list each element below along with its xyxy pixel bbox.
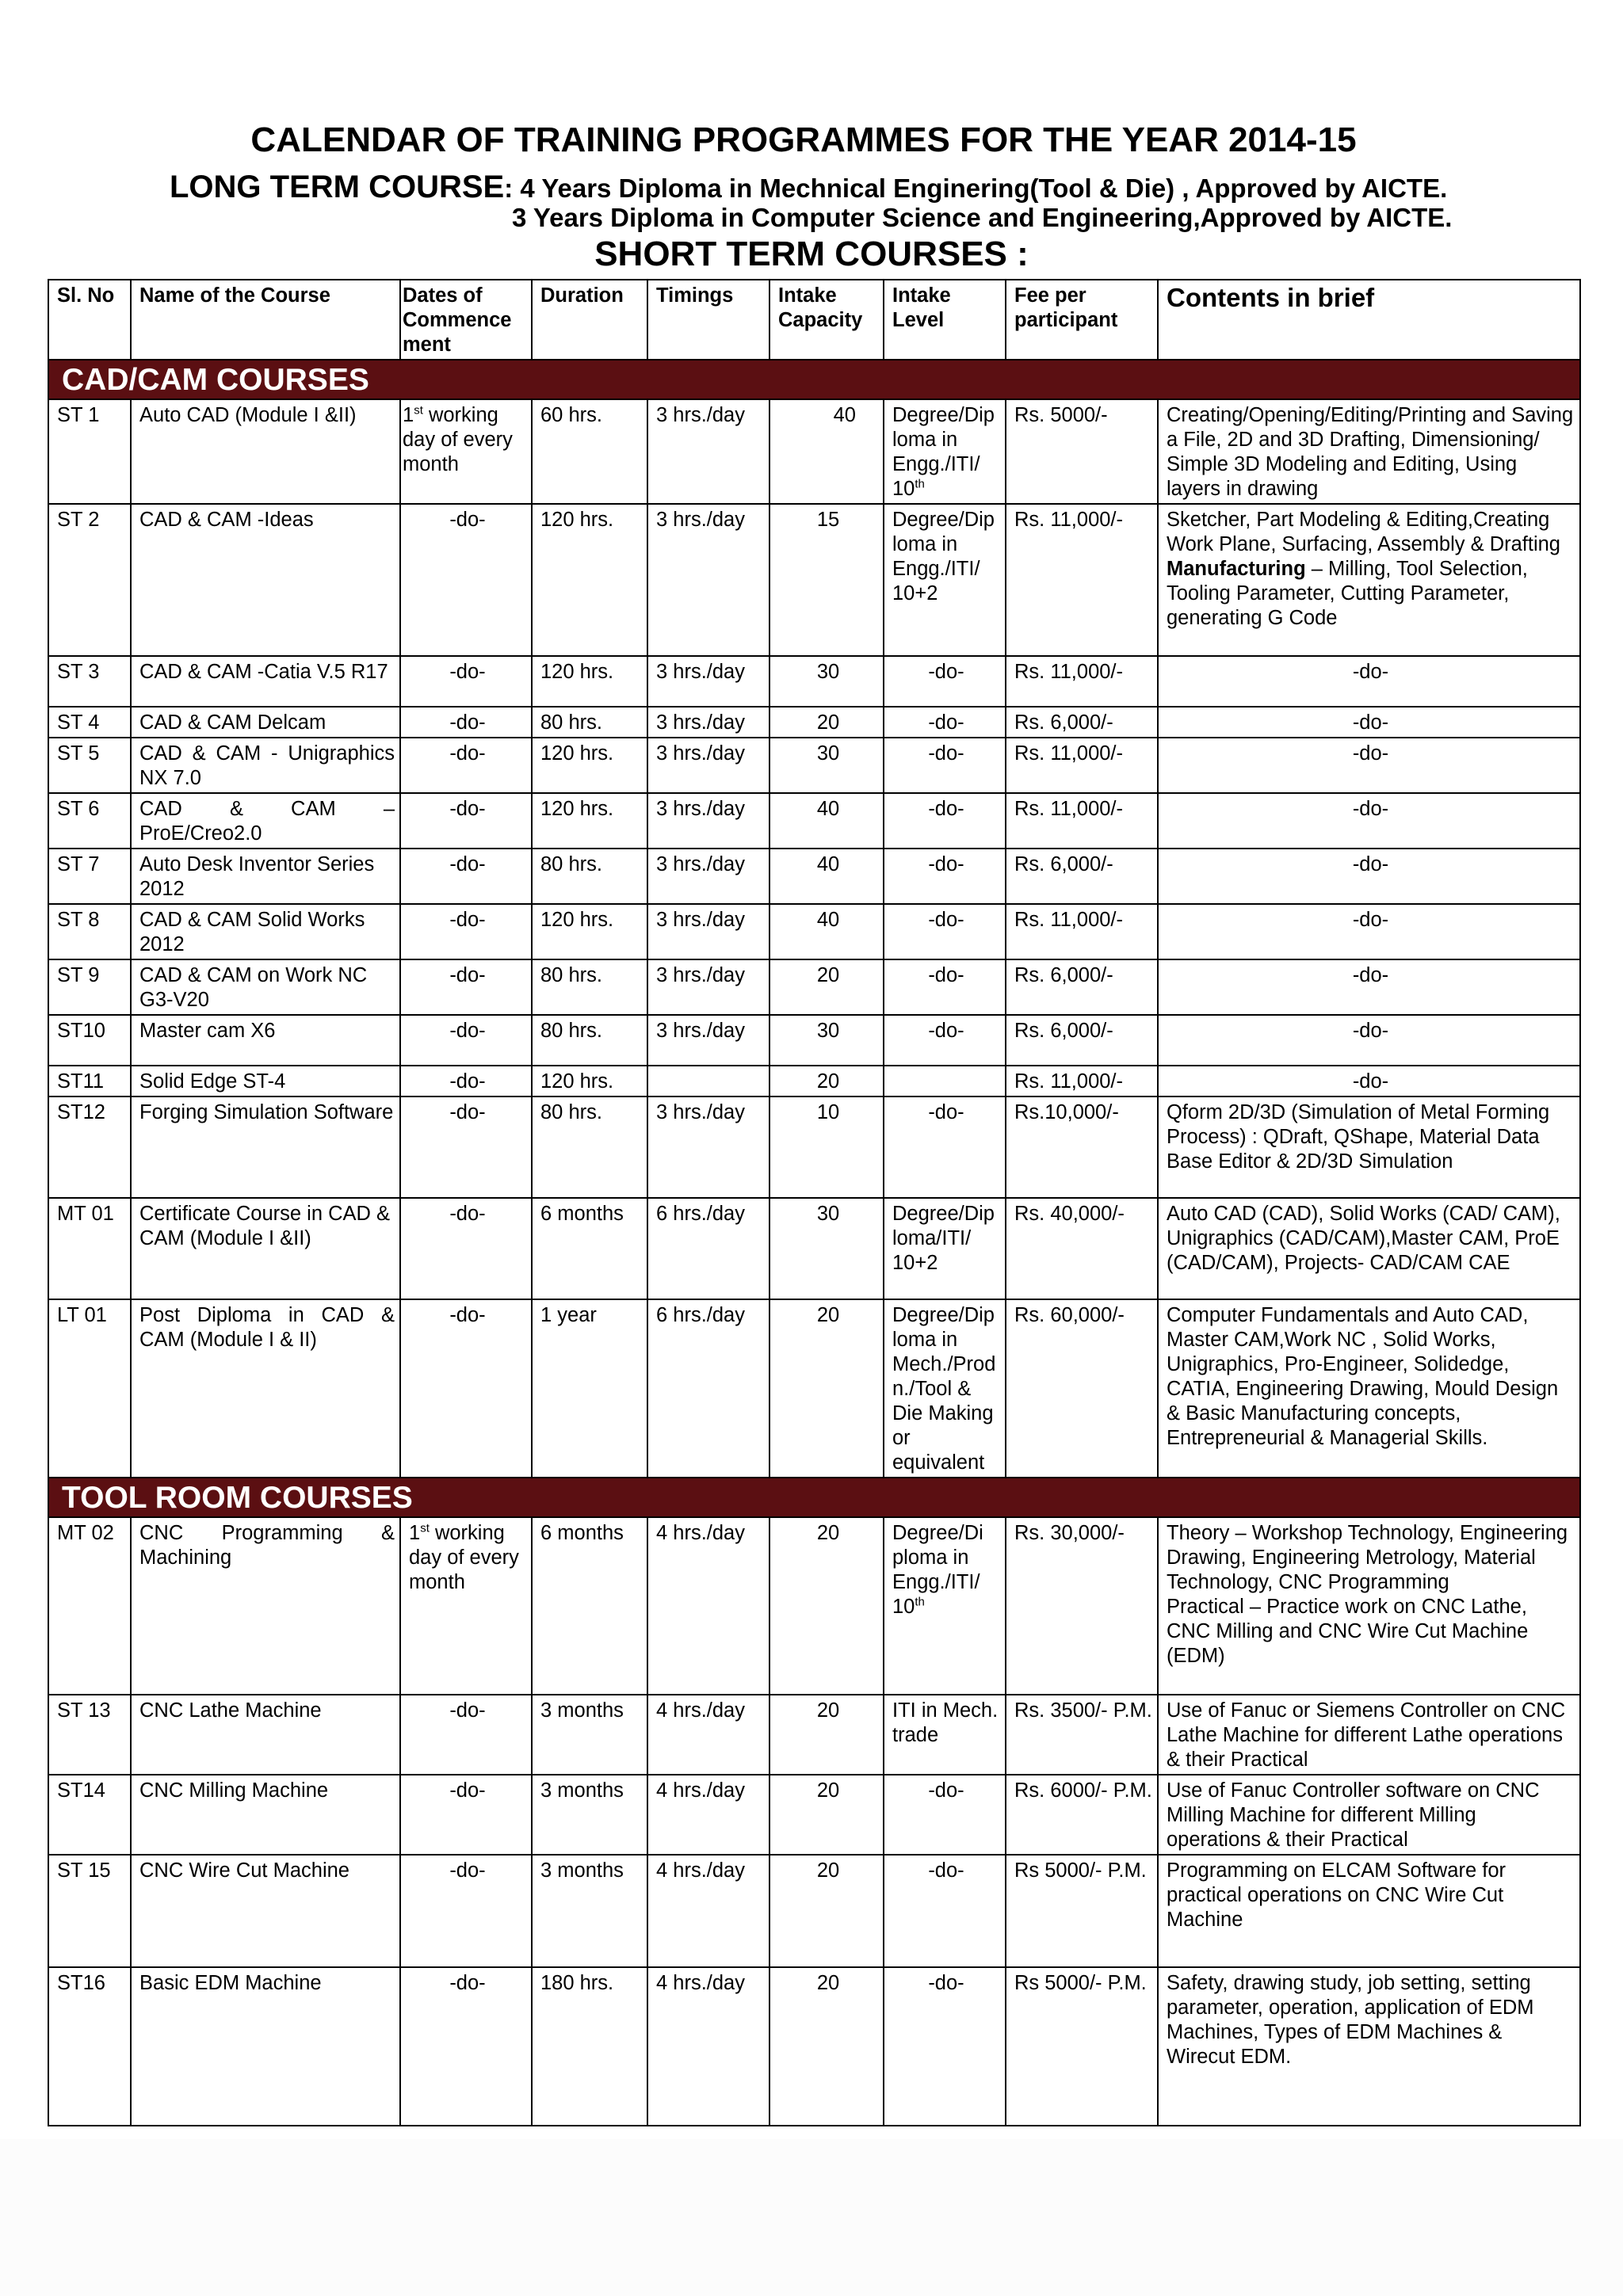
table-cell: -do- [400,1015,532,1066]
ordinal-number: 1 [409,1522,421,1544]
table-row [48,1299,1580,1478]
table-cell: Rs. 11,000/- [1006,904,1158,959]
column-header: Duration [532,280,647,360]
table-cell: ST14 [48,1775,131,1855]
table-cell: 4 hrs./day [647,1855,769,1967]
table-cell: 80 hrs. [532,959,647,1015]
table-row [48,959,1580,1015]
table-cell: -do- [1158,904,1580,959]
column-header: Name of the Course [131,280,400,360]
table-cell: -do- [1158,793,1580,849]
short-term-title: SHORT TERM COURSES : [594,235,1029,273]
table-cell: -do- [400,959,532,1015]
section-label: CAD/CAM COURSES [48,360,1580,399]
table-cell: Programming on ELCAM Software for practical operations on CNC Wire Cut Machine [1158,1855,1580,1967]
table-cell: 3 hrs./day [647,1015,769,1066]
table-cell: 20 [769,707,884,738]
table-cell: -do- [400,1775,532,1855]
table-cell: Rs. 6,000/- [1006,959,1158,1015]
table-cell: Rs. 11,000/- [1006,504,1158,656]
table-cell: -do- [400,1198,532,1299]
table-cell: ST 9 [48,959,131,1015]
intake-level-text: Degree/Di ploma in Engg./ITI/ 10 [892,1522,983,1618]
table-cell: 30 [769,1015,884,1066]
table-row [48,738,1580,793]
table-cell: -do- [884,1097,1006,1198]
table-cell: 3 hrs./day [647,904,769,959]
table-cell: Rs. 11,000/- [1006,738,1158,793]
table-cell: 80 hrs. [532,849,647,904]
table-cell: Forging Simulation Software [131,1097,400,1198]
table-cell: Solid Edge ST-4 [131,1066,400,1097]
table-cell: 60 hrs. [532,399,647,504]
table-cell: -do- [884,1015,1006,1066]
table-cell: ITI in Mech. trade [884,1695,1006,1775]
table-cell: -do- [400,504,532,656]
table-cell: 4 hrs./day [647,1517,769,1695]
table-cell: -do- [884,1967,1006,2126]
section-label: TOOL ROOM COURSES [48,1478,1580,1517]
section-header-tool-room [48,1478,1580,1517]
table-cell: -do- [884,793,1006,849]
table-cell: ST11 [48,1066,131,1097]
table-cell: -do- [1158,1015,1580,1066]
table-cell [400,399,532,504]
table-cell: -do- [400,1097,532,1198]
table-cell: 20 [769,1066,884,1097]
table-cell: Rs. 11,000/- [1006,1066,1158,1097]
table-cell: 6 months [532,1517,647,1695]
table-cell: Degree/Dip loma in Engg./ITI/ 10+2 [884,504,1006,656]
table-row [48,1015,1580,1066]
table-cell: -do- [884,1775,1006,1855]
table-cell [884,399,1006,504]
table-cell: 3 hrs./day [647,707,769,738]
table-row [48,1775,1580,1855]
table-cell: CNC Lathe Machine [131,1695,400,1775]
column-header: Timings [647,280,769,360]
table-cell: 6 months [532,1198,647,1299]
long-term-line-2: 3 Years Diploma in Computer Science and Engineering,Approved by AICTE. [512,203,1453,232]
table-cell: ST 1 [48,399,131,504]
table-cell: -do- [400,738,532,793]
contents-text: Practical – Practice work on CNC Lathe, CNC Milling and CNC Wire Cut Machine (EDM) [1167,1596,1529,1667]
long-term-label: LONG TERM COURSE [170,170,505,204]
table-row [48,1695,1580,1775]
table-cell: 20 [769,1299,884,1478]
table-cell: -do- [1158,738,1580,793]
table-cell: 4 hrs./day [647,1967,769,2126]
table-cell: CNC Wire Cut Machine [131,1855,400,1967]
ordinal-suffix: st [414,403,423,418]
table-cell: ST 6 [48,793,131,849]
table-cell: CAD & CAM -Catia V.5 R17 [131,656,400,707]
table-cell: ST12 [48,1097,131,1198]
table-cell: -do- [400,904,532,959]
table-row [48,707,1580,738]
table-cell: Use of Fanuc Controller software on CNC Milling Machine for different Milling operations & their Practical [1158,1775,1580,1855]
table-cell: 20 [769,959,884,1015]
table-cell [884,1066,1006,1097]
table-cell: 3 months [532,1775,647,1855]
table-cell: -do- [884,738,1006,793]
table-cell: Degree/Dip loma/ITI/ 10+2 [884,1198,1006,1299]
table-cell: 40 [769,399,884,504]
table-cell: -do- [400,1695,532,1775]
table-cell: 120 hrs. [532,904,647,959]
table-cell: -do- [400,1855,532,1967]
table-cell: -do- [400,707,532,738]
table-cell: 3 hrs./day [647,849,769,904]
column-header: Intake Level [884,280,1006,360]
table-cell: 40 [769,904,884,959]
table-cell: CAD & CAM -Ideas [131,504,400,656]
table-cell: Creating/Opening/Editing/Printing and Saving a File, 2D and 3D Drafting, Dimensioning/ Simple 3D Modeling and Editing, Using layers in drawing [1158,399,1580,504]
table-cell: 1 year [532,1299,647,1478]
table-cell: 3 months [532,1855,647,1967]
table-cell: 20 [769,1855,884,1967]
table-cell: 15 [769,504,884,656]
table-cell: Rs. 3500/- P.M. [1006,1695,1158,1775]
table-row [48,793,1580,849]
long-term-line-1: : 4 Years Diploma in Mechnical Enginering(Tool & Die) , Approved by AICTE. [504,174,1448,203]
contents-text: Theory – Workshop Technology, Engineering Drawing, Engineering Metrology, Material Technology, CNC Programming [1167,1522,1568,1593]
table-cell: ST 2 [48,504,131,656]
table-cell: 180 hrs. [532,1967,647,2126]
table-cell: ST 5 [48,738,131,793]
table-cell: CAD & CAM – ProE/Creo2.0 [131,793,400,849]
table-cell: 10 [769,1097,884,1198]
table-cell: LT 01 [48,1299,131,1478]
table-cell: 40 [769,849,884,904]
table-cell: -do- [884,656,1006,707]
table-cell: 3 hrs./day [647,959,769,1015]
table-cell: -do- [400,1066,532,1097]
table-cell [884,1517,1006,1695]
table-cell: 20 [769,1775,884,1855]
table-cell: Master cam X6 [131,1015,400,1066]
table-cell: 3 hrs./day [647,793,769,849]
table-cell: 6 hrs./day [647,1198,769,1299]
table-cell: Rs.10,000/- [1006,1097,1158,1198]
contents-text: – Milling, Tool Selection, Tooling Parameter, Cutting Parameter, generating G Code [1167,558,1528,629]
table-cell: 3 hrs./day [647,656,769,707]
table-cell: -do- [400,849,532,904]
table-cell: Use of Fanuc or Siemens Controller on CNC Lathe Machine for different Lathe operations & their Practical [1158,1695,1580,1775]
table-cell: ST 13 [48,1695,131,1775]
table-row [48,1097,1580,1198]
column-header: Contents in brief [1158,280,1580,360]
ordinal-number: 1 [403,404,414,426]
table-cell: ST 4 [48,707,131,738]
table-cell: -do- [1158,959,1580,1015]
table-cell: Rs. 40,000/- [1006,1198,1158,1299]
page-title: CALENDAR OF TRAINING PROGRAMMES FOR THE YEAR 2014-15 [250,120,1357,159]
table-cell: 3 hrs./day [647,1097,769,1198]
table-cell: 120 hrs. [532,738,647,793]
table-cell: 80 hrs. [532,1097,647,1198]
table-cell: Certificate Course in CAD & CAM (Module I &II) [131,1198,400,1299]
table-cell [1158,1517,1580,1695]
table-row [48,1198,1580,1299]
table-cell: Safety, drawing study, job setting, setting parameter, operation, application of EDM Machines, Types of EDM Machines & Wirecut EDM. [1158,1967,1580,2126]
table-cell: 80 hrs. [532,707,647,738]
table-row [48,849,1580,904]
table-cell: Auto CAD (Module I &II) [131,399,400,504]
intake-level-text: Degree/Dip loma in Engg./ITI/ 10 [892,404,995,500]
table-cell [647,1066,769,1097]
table-cell: -do- [884,959,1006,1015]
table-cell: -do- [1158,1066,1580,1097]
table-cell: 20 [769,1967,884,2126]
table-cell: MT 01 [48,1198,131,1299]
table-cell: 3 hrs./day [647,504,769,656]
table-cell: Degree/Dip loma in Mech./Prod n./Tool & Die Making or equivalent [884,1299,1006,1478]
table-cell: Auto CAD (CAD), Solid Works (CAD/ CAM), Unigraphics (CAD/CAM),Master CAM, ProE (CAD/CAM), Projects- CAD/CAM CAE [1158,1198,1580,1299]
table-cell: 3 hrs./day [647,738,769,793]
column-header: Sl. No [48,280,131,360]
table-row [48,1967,1580,2126]
table-cell: -do- [1158,849,1580,904]
contents-text: Sketcher, Part Modeling & Editing,Creating Work Plane, Surfacing, Assembly & Drafting [1167,509,1560,555]
table-cell: 30 [769,738,884,793]
commence-text: working day of every month [409,1522,519,1593]
table-cell: CAD & CAM Solid Works 2012 [131,904,400,959]
table-cell: Rs. 6,000/- [1006,707,1158,738]
table-cell: Rs 5000/- P.M. [1006,1855,1158,1967]
table-row [48,656,1580,707]
table-cell: ST 8 [48,904,131,959]
table-row [48,1855,1580,1967]
table-cell: ST 3 [48,656,131,707]
table-cell [400,1517,532,1695]
table-cell: -do- [884,904,1006,959]
table-cell: ST 7 [48,849,131,904]
table-row [48,1066,1580,1097]
table-cell: 30 [769,656,884,707]
table-cell: CAD & CAM on Work NC G3-V20 [131,959,400,1015]
table-cell: 30 [769,1198,884,1299]
table-cell: Rs. 11,000/- [1006,656,1158,707]
long-term-course [170,170,1447,205]
table-cell: 20 [769,1695,884,1775]
table-cell: Computer Fundamentals and Auto CAD, Master CAM,Work NC , Solid Works, Unigraphics, Pro-Engineer, Solidedge, CATIA, Engineering Drawing, Mould Design & Basic Manufacturing concepts, Entrepreneurial & Managerial Skills. [1158,1299,1580,1478]
table-row [48,1517,1580,1695]
table-cell: Rs. 30,000/- [1006,1517,1158,1695]
table-cell: Qform 2D/3D (Simulation of Metal Forming Process) : QDraft, QShape, Material Data Base Editor & 2D/3D Simulation [1158,1097,1580,1198]
table-cell: -do- [884,707,1006,738]
table-cell: CNC Milling Machine [131,1775,400,1855]
table-cell: MT 02 [48,1517,131,1695]
table-cell: 120 hrs. [532,504,647,656]
courses-table [48,279,1581,2126]
contents-bold-text: Manufacturing [1167,558,1306,580]
table-cell: -do- [884,1855,1006,1967]
table-cell: 4 hrs./day [647,1775,769,1855]
table-cell: 20 [769,1517,884,1695]
table-cell: 6 hrs./day [647,1299,769,1478]
table-cell: ST16 [48,1967,131,2126]
table-cell: Auto Desk Inventor Series 2012 [131,849,400,904]
ordinal-suffix: st [420,1521,430,1535]
table-cell: -do- [400,656,532,707]
table-cell: CAD & CAM Delcam [131,707,400,738]
table-cell: 120 hrs. [532,656,647,707]
table-cell: -do- [400,1967,532,2126]
table-cell: Rs. 6,000/- [1006,1015,1158,1066]
table-cell: Rs. 5000/- [1006,399,1158,504]
table-cell: 3 months [532,1695,647,1775]
table-cell: 80 hrs. [532,1015,647,1066]
section-header-cad-cam [48,360,1580,399]
table-cell: CAD & CAM - Unigraphics NX 7.0 [131,738,400,793]
table-cell: 40 [769,793,884,849]
table-cell: 120 hrs. [532,793,647,849]
column-header: Dates of Commence ment [400,280,532,360]
column-header: Fee per participant [1006,280,1158,360]
table-cell: Post Diploma in CAD & CAM (Module I & II) [131,1299,400,1478]
table-cell: CNC Programming & Machining [131,1517,400,1695]
table-cell: Rs. 6,000/- [1006,849,1158,904]
table-cell: -do- [1158,656,1580,707]
table-cell: 3 hrs./day [647,399,769,504]
table-cell: -do- [400,793,532,849]
table-cell: Rs 5000/- P.M. [1006,1967,1158,2126]
table-cell: -do- [884,849,1006,904]
table-cell: Rs. 60,000/- [1006,1299,1158,1478]
table-cell: Basic EDM Machine [131,1967,400,2126]
table-row [48,504,1580,656]
page-bottom-margin [0,2139,1623,2296]
column-header: Intake Capacity [769,280,884,360]
table-cell: 120 hrs. [532,1066,647,1097]
commence-text: working day of every month [403,404,513,475]
table-cell: 4 hrs./day [647,1695,769,1775]
table-cell: Rs. 11,000/- [1006,793,1158,849]
table-cell: -do- [1158,707,1580,738]
table-cell [1158,504,1580,656]
table-header-row [48,280,1580,360]
table-row [48,904,1580,959]
ordinal-suffix: th [915,477,925,491]
table-cell: -do- [400,1299,532,1478]
table-row [48,399,1580,504]
ordinal-suffix: th [915,1595,925,1609]
table-cell: Rs. 6000/- P.M. [1006,1775,1158,1855]
table-cell: ST10 [48,1015,131,1066]
table-cell: ST 15 [48,1855,131,1967]
